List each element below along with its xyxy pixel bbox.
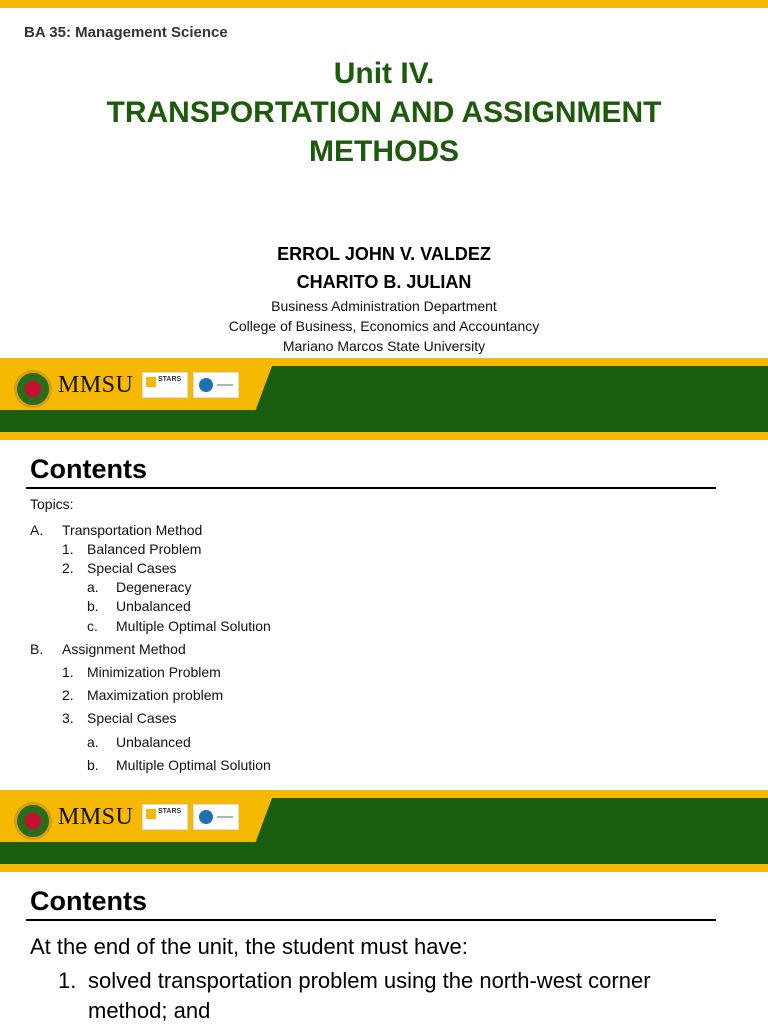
unit-title-line3: METHODS <box>309 135 459 168</box>
stars-rating-badge: STARS <box>142 804 188 830</box>
college: College of Business, Economics and Accountancy <box>228 318 540 334</box>
unit-title-line2: TRANSPORTATION AND ASSIGNMENT <box>106 96 662 129</box>
topics-label: Topics: <box>30 496 74 512</box>
author-block <box>0 240 768 356</box>
university: Mariano Marcos State University <box>282 338 486 354</box>
section-heading: Contents <box>30 454 147 484</box>
certification-icon <box>199 810 213 824</box>
top-accent-band <box>0 0 768 8</box>
department: Business Administration Department <box>271 298 497 314</box>
author-name-1: ERROL JOHN V. VALDEZ <box>277 244 491 264</box>
objectives-intro: At the end of the unit, the student must have: <box>30 934 468 959</box>
heading-rule <box>26 919 716 921</box>
course-code: BA 35: Management Science <box>24 24 228 41</box>
mmsu-logo: MMSU <box>58 372 134 398</box>
footer-banner <box>0 358 768 440</box>
contents-slide-topics: Contents Topics: A. Transportation Method 1. Balanced Problem 2. Special Cases a. Degeneracy b. Unbalanced c. Multiple Optimal Solution B. Assignment Method 1. Minimization Problem 2. Maximization problem 3. Special Cases a. Unbalanced b. Multiple Optimal Solution MMSU STARS <box>0 440 768 872</box>
mmsu-logo: MMSU <box>58 804 134 830</box>
section-heading: Contents <box>30 886 147 916</box>
certification-badge <box>193 372 239 398</box>
title-slide <box>0 0 768 440</box>
unit-title <box>0 54 768 171</box>
university-seal-icon <box>14 370 52 408</box>
stars-rating-badge: STARS <box>142 372 188 398</box>
contents-slide-objectives: Contents At the end of the unit, the student must have: 1. solved transportation problem using the north-west corner method; and <box>0 872 768 1024</box>
footer-banner <box>0 790 768 872</box>
unit-title-line1: Unit IV. <box>333 57 435 90</box>
certification-icon <box>199 378 213 392</box>
university-seal-icon <box>14 802 52 840</box>
star-icon <box>146 809 156 819</box>
certification-badge <box>193 804 239 830</box>
author-name-2: CHARITO B. JULIAN <box>296 272 472 292</box>
star-icon <box>146 377 156 387</box>
heading-rule <box>26 487 716 489</box>
